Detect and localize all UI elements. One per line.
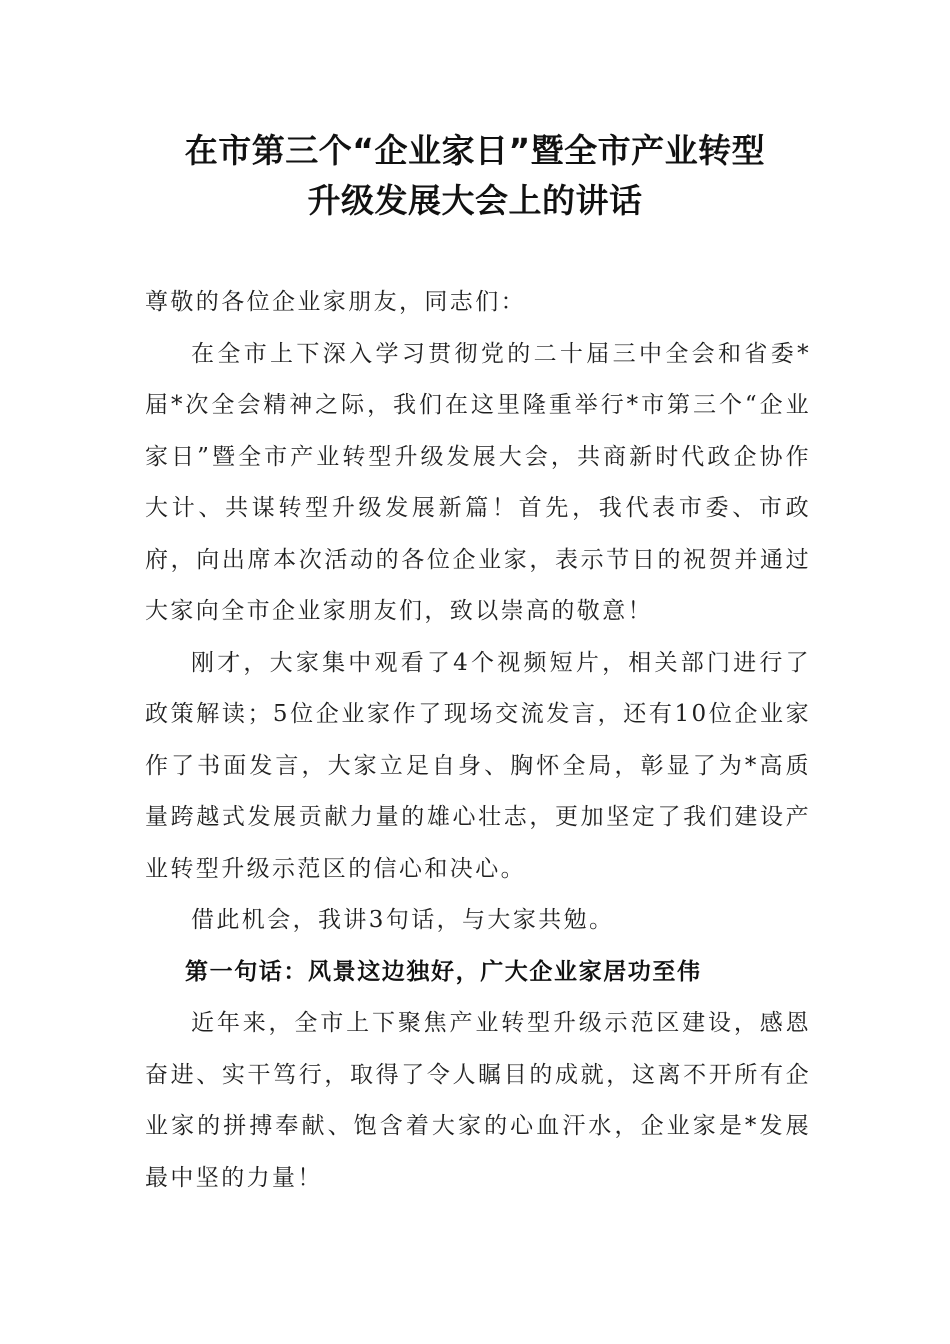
document-title	[120, 126, 830, 226]
paragraph-review: 刚才，大家集中观看了4个视频短片，相关部门进行了政策解读；5位企业家作了现场交流发言，还有10位企业家作了书面发言，大家立足自身、胸怀全局，彰显了为*高质量跨越式发展贡献力量的雄心壮志，更加坚定了我们建设产业转型升级示范区的信心和决心。	[145, 649, 811, 882]
salutation: 尊敬的各位企业家朋友，同志们：	[145, 289, 526, 315]
title-line-2: 升级发展大会上的讲话	[307, 181, 643, 220]
title-line-1: 在市第三个“企业家日”暨全市产业转型	[184, 131, 766, 170]
paragraph-opening: 在全市上下深入学习贯彻党的二十届三中全会和省委*届*次全会精神之际，我们在这里隆重举行*市第三个“企业家日”暨全市产业转型升级发展大会，共商新时代政企协作大计、共谋转型升级发展新篇！首先，我代表市委、市政府，向出席本次活动的各位企业家，表示节日的祝贺并通过大家向全市企业家朋友们，致以崇高的敬意！	[145, 340, 811, 624]
section-paragraph-1: 近年来，全市上下聚焦产业转型升级示范区建设，感恩奋进、实干笃行，取得了令人瞩目的成就，这离不开所有企业家的拼搏奉献、饱含着大家的心血汗水，企业家是*发展最中坚的力量！	[145, 1010, 811, 1191]
paragraph-transition: 借此机会，我讲3句话，与大家共勉。	[191, 907, 615, 933]
section-heading-1: 第一句话：风景这边独好，广大企业家居功至伟	[185, 958, 702, 985]
document-body	[145, 277, 811, 1204]
